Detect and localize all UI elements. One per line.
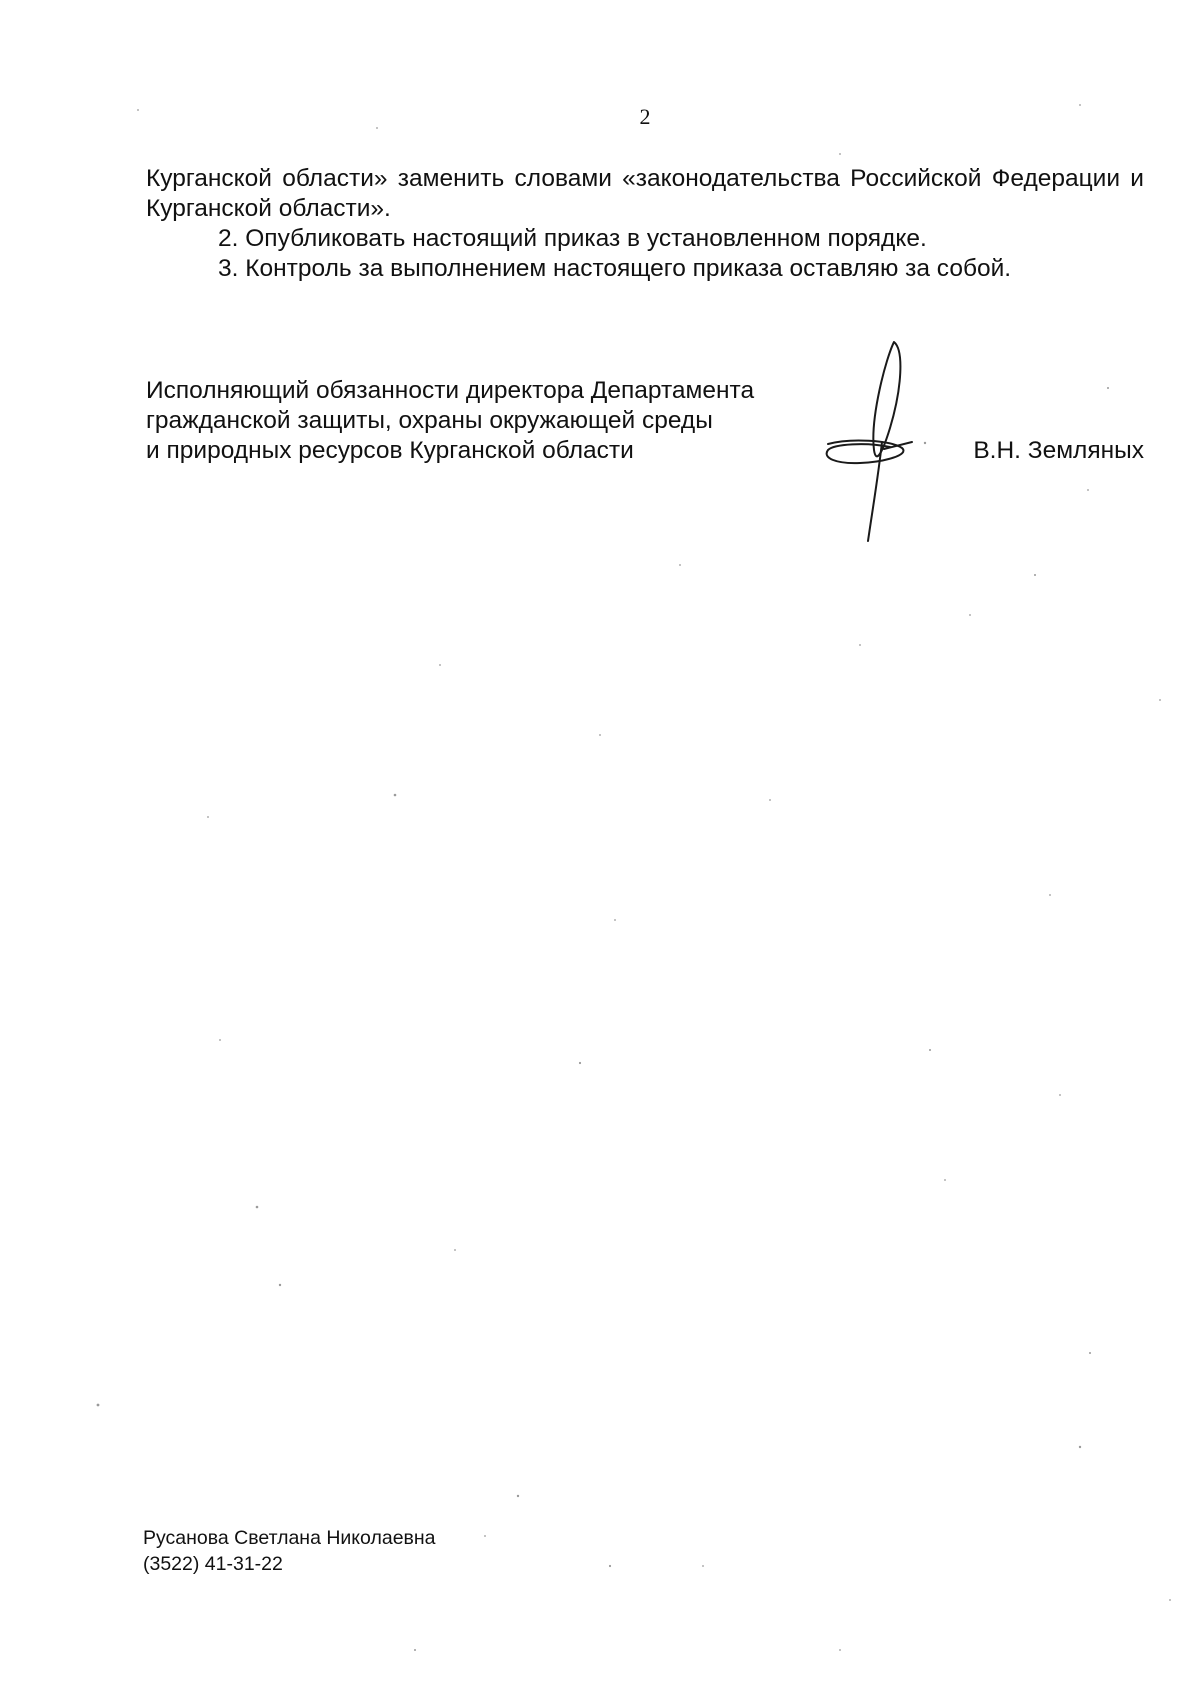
signatory-position-line: гражданской защиты, охраны окружающей среды (146, 407, 713, 434)
body-paragraph-control: 3. Контроль за выполнением настоящего приказа оставляю за собой. (218, 255, 1012, 282)
body-paragraph-continuation: Курганской области» заменить словами «законодательства Российской Федерации и Курганской области». (146, 165, 1144, 222)
executor-name: Русанова Светлана Николаевна (143, 1527, 436, 1549)
executor-info (143, 1525, 436, 1577)
signatory-position-line: Исполняющий обязанности директора Департамента (146, 377, 755, 404)
signatory-position (146, 376, 754, 466)
document-body (146, 164, 1144, 284)
executor-phone: (3522) 41-31-22 (143, 1553, 283, 1575)
signatory-name: В.Н. Земляных (973, 437, 1144, 464)
handwritten-signature (820, 338, 930, 544)
signatory-position-line: и природных ресурсов Курганской области (146, 437, 634, 464)
page-number: 2 (639, 104, 651, 129)
body-paragraph-publish: 2. Опубликовать настоящий приказ в установленном порядке. (218, 225, 927, 252)
